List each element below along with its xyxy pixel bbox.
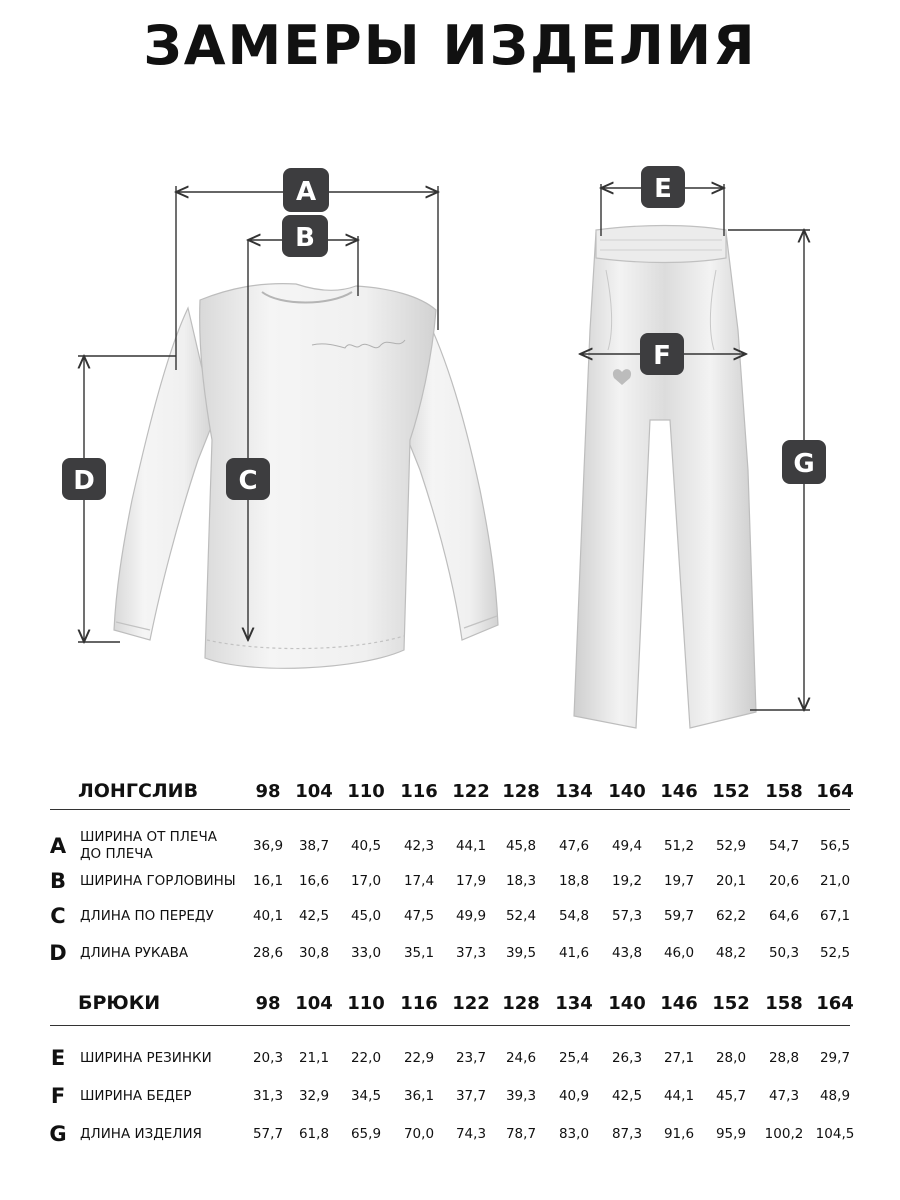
longsleeve-size-128: 128: [502, 781, 540, 802]
pants-size-134: 134: [555, 993, 593, 1014]
badge-b-label: B: [295, 223, 315, 253]
table-cell: 54,8: [558, 908, 590, 924]
table-cell: 45,7: [715, 1088, 747, 1104]
longsleeve-size-134: 134: [555, 781, 593, 802]
table-cell: 45,8: [505, 838, 537, 854]
pants-size-98: 98: [255, 993, 281, 1014]
badge-g: [782, 440, 826, 484]
row-label: ШИРИНА РЕЗИНКИ: [80, 1050, 212, 1066]
table-cell: 42,5: [298, 908, 330, 924]
row-label: ДЛИНА РУКАВА: [80, 945, 189, 961]
table-cell: 45,0: [350, 908, 382, 924]
table-cell: 65,9: [350, 1126, 382, 1142]
row-label: ШИРИНА БЕДЕР: [80, 1088, 192, 1104]
table-cell: 20,6: [768, 873, 800, 889]
table-cell: 23,7: [455, 1050, 487, 1066]
table-cell: 22,0: [350, 1050, 382, 1066]
table-cell: 20,1: [715, 873, 747, 889]
longsleeve-heading: ЛОНГСЛИВ: [78, 780, 199, 802]
table-cell: 40,1: [252, 908, 284, 924]
table-cell: 70,0: [403, 1126, 435, 1142]
row-label: ШИРИНА ОТ ПЛЕЧА ДО ПЛЕЧА: [80, 829, 217, 862]
longsleeve-size-164: 164: [816, 781, 854, 802]
longsleeve-size-116: 116: [400, 781, 438, 802]
table-cell: 44,1: [663, 1088, 695, 1104]
table-cell: 42,3: [403, 838, 435, 854]
table-cell: 51,2: [663, 838, 695, 854]
badge-b: [282, 215, 328, 257]
table-cell: 47,6: [558, 838, 590, 854]
pants-size-152: 152: [712, 993, 750, 1014]
table-cell: 52,4: [505, 908, 537, 924]
table-cell: 41,6: [558, 945, 590, 961]
pants-size-158: 158: [765, 993, 803, 1014]
table-cell: 50,3: [768, 945, 800, 961]
table-cell: 39,5: [505, 945, 537, 961]
table-cell: 39,3: [505, 1088, 537, 1104]
table-cell: 32,9: [298, 1088, 330, 1104]
row-letter: C: [50, 904, 66, 928]
table-cell: 49,4: [611, 838, 643, 854]
table-cell: 19,2: [611, 873, 643, 889]
table-cell: 21,1: [298, 1050, 330, 1066]
badge-e: [641, 166, 685, 208]
table-cell: 47,3: [768, 1088, 800, 1104]
badge-a: [283, 168, 329, 212]
row-letter: G: [49, 1122, 67, 1146]
longsleeve-drawing: [114, 284, 498, 669]
table-cell: 44,1: [455, 838, 487, 854]
table-cell: 87,3: [611, 1126, 643, 1142]
table-cell: 19,7: [663, 873, 695, 889]
table-cell: 56,5: [819, 838, 851, 854]
table-cell: 20,3: [252, 1050, 284, 1066]
table-cell: 18,3: [505, 873, 537, 889]
table-cell: 16,6: [298, 873, 330, 889]
row-label: ДЛИНА ИЗДЕЛИЯ: [80, 1126, 202, 1142]
badge-f-label: F: [653, 341, 671, 371]
row-label: ДЛИНА ПО ПЕРЕДУ: [80, 908, 214, 924]
table-cell: 31,3: [252, 1088, 284, 1104]
pants-heading: БРЮКИ: [78, 992, 161, 1014]
table-cell: 18,8: [558, 873, 590, 889]
table-cell: 28,0: [715, 1050, 747, 1066]
row-letter: B: [49, 869, 66, 893]
table-cell: 61,8: [298, 1126, 330, 1142]
longsleeve-size-122: 122: [452, 781, 490, 802]
longsleeve-size-140: 140: [608, 781, 646, 802]
table-cell: 40,9: [558, 1088, 590, 1104]
table-cell: 47,5: [403, 908, 435, 924]
table-cell: 78,7: [505, 1126, 537, 1142]
longsleeve-size-98: 98: [255, 781, 281, 802]
pants-size-164: 164: [816, 993, 854, 1014]
badge-g-label: G: [793, 449, 815, 479]
table-cell: 52,9: [715, 838, 747, 854]
table-cell: 34,5: [350, 1088, 382, 1104]
table-cell: 48,9: [819, 1088, 851, 1104]
table-cell: 30,8: [298, 945, 330, 961]
table-cell: 42,5: [611, 1088, 643, 1104]
table-cell: 38,7: [298, 838, 330, 854]
table-cell: 91,6: [663, 1126, 695, 1142]
pants-size-116: 116: [400, 993, 438, 1014]
table-cell: 28,8: [768, 1050, 800, 1066]
table-cell: 59,7: [663, 908, 695, 924]
table-cell: 52,5: [819, 945, 851, 961]
badge-c-label: C: [238, 466, 258, 496]
table-cell: 83,0: [558, 1126, 590, 1142]
table-cell: 49,9: [455, 908, 487, 924]
table-cell: 25,4: [558, 1050, 590, 1066]
table-cell: 24,6: [505, 1050, 537, 1066]
table-cell: 17,0: [350, 873, 382, 889]
table-cell: 54,7: [768, 838, 800, 854]
table-cell: 46,0: [663, 945, 695, 961]
page-title: ЗАМЕРЫ ИЗДЕЛИЯ: [143, 14, 757, 77]
table-cell: 36,1: [403, 1088, 435, 1104]
table-cell: 57,3: [611, 908, 643, 924]
table-cell: 33,0: [350, 945, 382, 961]
pants-size-128: 128: [502, 993, 540, 1014]
table-cell: 37,7: [455, 1088, 487, 1104]
longsleeve-size-110: 110: [347, 781, 385, 802]
table-cell: 29,7: [819, 1050, 851, 1066]
table-cell: 48,2: [715, 945, 747, 961]
badge-d: [62, 458, 106, 500]
row-letter: F: [50, 1084, 66, 1108]
table-cell: 16,1: [252, 873, 284, 889]
table-cell: 21,0: [819, 873, 851, 889]
pants-size-140: 140: [608, 993, 646, 1014]
table-cell: 37,3: [455, 945, 487, 961]
table-cell: 100,2: [764, 1126, 804, 1142]
table-cell: 17,4: [403, 873, 435, 889]
longsleeve-size-152: 152: [712, 781, 750, 802]
table-cell: 17,9: [455, 873, 487, 889]
row-letter: D: [49, 941, 67, 965]
pants-divider: [50, 1025, 850, 1026]
row-label: ШИРИНА ГОРЛОВИНЫ: [80, 873, 236, 889]
row-letter: E: [50, 1046, 66, 1070]
table-cell: 95,9: [715, 1126, 747, 1142]
pants-size-122: 122: [452, 993, 490, 1014]
badge-f: [640, 333, 684, 375]
longsleeve-size-104: 104: [295, 781, 333, 802]
table-cell: 57,7: [252, 1126, 284, 1142]
table-cell: 104,5: [815, 1126, 855, 1142]
pants-size-104: 104: [295, 993, 333, 1014]
table-cell: 26,3: [611, 1050, 643, 1066]
table-cell: 27,1: [663, 1050, 695, 1066]
table-cell: 36,9: [252, 838, 284, 854]
badge-d-label: D: [73, 466, 95, 496]
badge-e-label: E: [654, 174, 672, 204]
row-letter: A: [49, 834, 67, 858]
pants-size-146: 146: [660, 993, 698, 1014]
table-cell: 28,6: [252, 945, 284, 961]
table-cell: 74,3: [455, 1126, 487, 1142]
longsleeve-size-158: 158: [765, 781, 803, 802]
pants-size-110: 110: [347, 993, 385, 1014]
badge-a-label: A: [295, 177, 317, 207]
table-cell: 35,1: [403, 945, 435, 961]
table-cell: 40,5: [350, 838, 382, 854]
badge-c: [226, 458, 270, 500]
table-cell: 67,1: [819, 908, 851, 924]
table-cell: 62,2: [715, 908, 747, 924]
pants-drawing: [574, 226, 756, 729]
longsleeve-divider: [50, 809, 850, 810]
table-cell: 43,8: [611, 945, 643, 961]
longsleeve-size-146: 146: [660, 781, 698, 802]
table-cell: 22,9: [403, 1050, 435, 1066]
table-cell: 64,6: [768, 908, 800, 924]
